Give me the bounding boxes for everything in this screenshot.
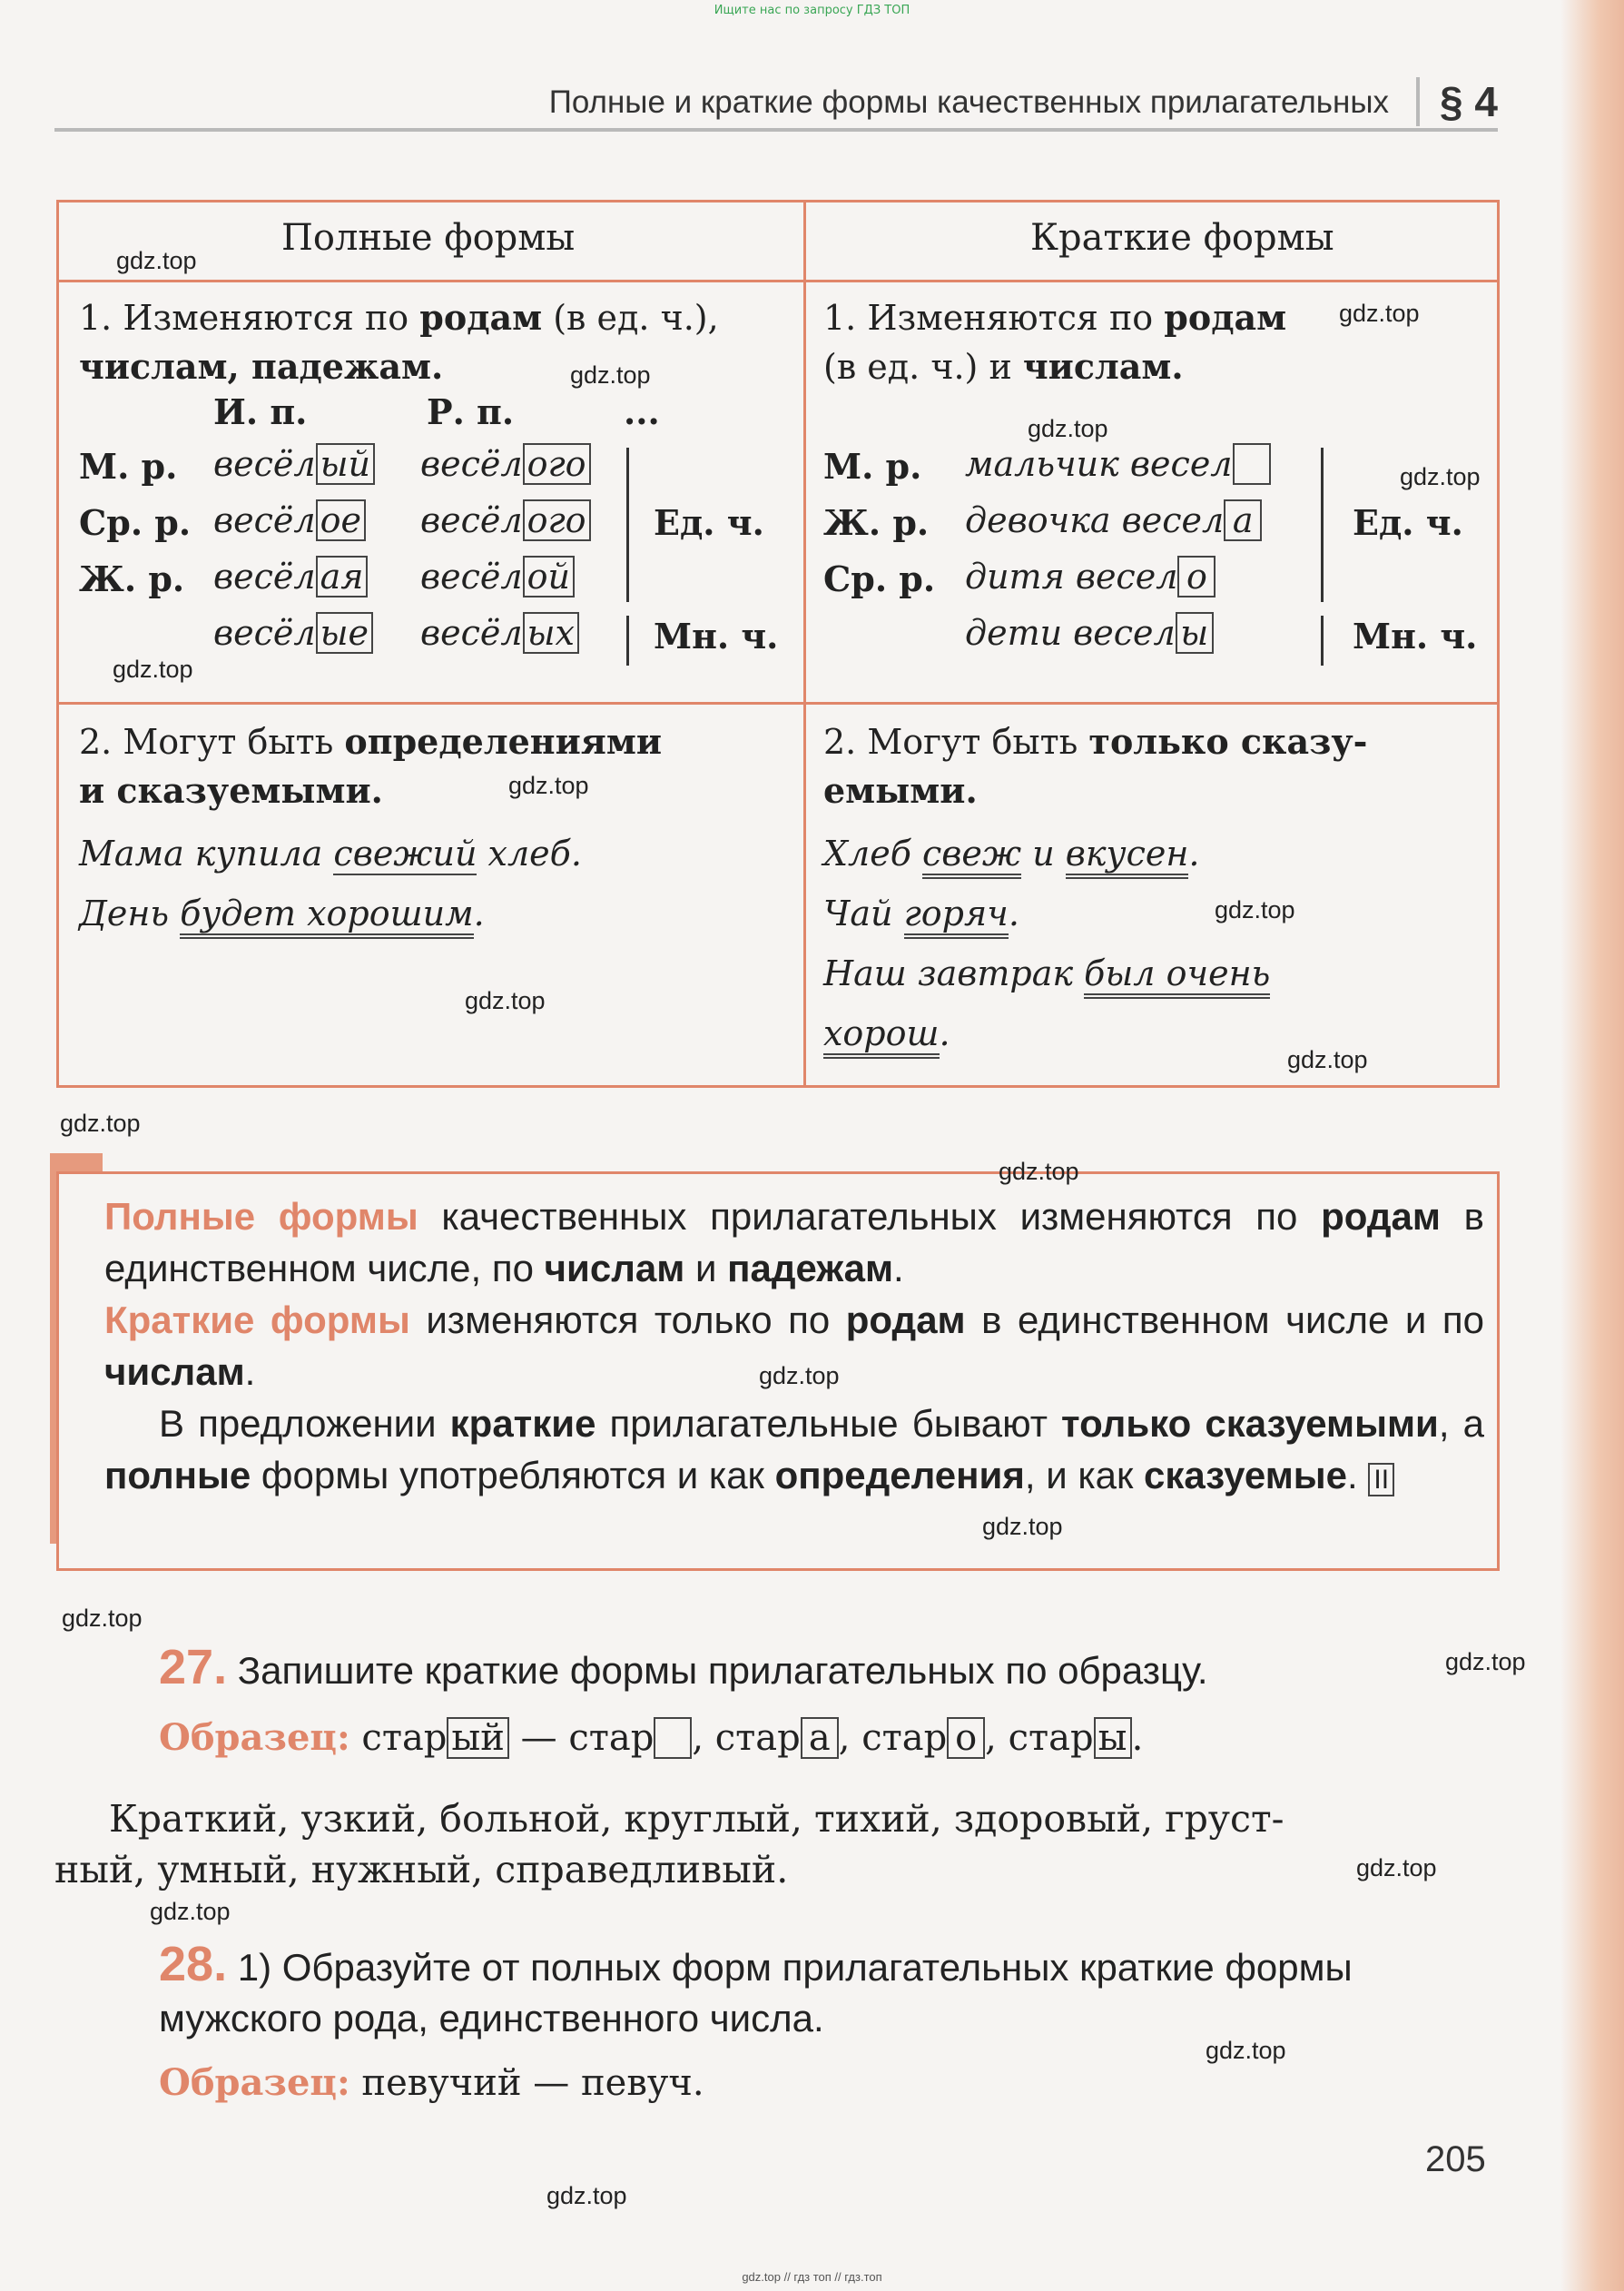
bracket-pl-short (1321, 616, 1324, 666)
full-sg-label: Ед. ч. (654, 502, 764, 543)
full-examples: Мама купила свежий хлеб. День будет хорошим. (79, 824, 796, 943)
form-pl-rod: весёл ых (420, 612, 579, 654)
bracket-sg-short (1321, 448, 1324, 602)
short-form-pl: дети весел ы (965, 612, 1214, 654)
exercise-27-sample: Образец: стар ый — стар , стар а , стар о , стар ы . (159, 1716, 1144, 1759)
watermark: gdz.top (1028, 415, 1108, 442)
watermark: gdz.top (116, 247, 197, 274)
short-gender-zh: Ж. р. (823, 502, 930, 543)
page-number: 205 (1425, 2139, 1486, 2179)
gender-zh: Ж. р. (79, 558, 185, 599)
form-zh-rod: весёл ой (420, 556, 575, 597)
watermark: gdz.top (150, 1898, 231, 1925)
short-rule-1: 1. Изменяются по родам (в ед. ч.) и числам. (823, 297, 1287, 387)
case-im: И. п. (213, 391, 308, 432)
case-more: ... (624, 391, 660, 432)
gender-sr: Ср. р. (79, 502, 192, 543)
rule-paragraph-3: В предложении краткие прилагательные бывают только сказуемыми, а полные формы употребляются и как определения, и как сказуемые. II (104, 1402, 1484, 1496)
form-sr-im: весёл ое (213, 499, 366, 541)
rule-paragraph-1: Полные формы качественных прилагательных изменяются по родам в единственном числе, по числам и падежам. (104, 1195, 1484, 1289)
watermark: gdz.top (1400, 463, 1481, 490)
exercise-27-number: 27. (159, 1640, 228, 1694)
rule-paragraph-2: Краткие формы изменяются только по родам в единственном числе и по числам. (104, 1299, 1484, 1393)
watermark: gdz.top (465, 987, 546, 1014)
col-full-heading: Полные формы (281, 217, 576, 259)
top-note: Ищите нас по запросу ГДЗ ТОП (714, 4, 910, 17)
short-examples: Хлеб свеж и вкусен. Чай горяч. Наш завтрак был очень хорош. (823, 824, 1477, 1063)
bottom-note: gdz.top // гдз топ // гдз.топ (742, 2270, 882, 2284)
exercise-28-number: 28. (159, 1937, 228, 1991)
exercise-27-words: Краткий, узкий, больной, круглый, тихий, здоровый, груст- ный, умный, нужный, справедливый. (54, 1797, 1284, 1891)
table-divider-header (59, 280, 1497, 282)
watermark: gdz.top (1287, 1046, 1368, 1073)
bracket-sg-full (626, 448, 629, 602)
form-zh-im: весёл ая (213, 556, 368, 597)
watermark: gdz.top (999, 1158, 1079, 1185)
watermark: gdz.top (1356, 1854, 1437, 1881)
case-rod: Р. п. (427, 391, 515, 432)
bracket-pl-full (626, 616, 629, 666)
full-rule-2: 2. Могут быть определениями и сказуемыми. (79, 721, 663, 811)
short-pl-label: Мн. ч. (1353, 616, 1478, 657)
header-title: Полные и краткие формы качественных прилагательных (548, 84, 1389, 120)
short-form-sr: дитя весел о (965, 556, 1216, 597)
level-icon: II (1368, 1463, 1394, 1496)
watermark: gdz.top (982, 1513, 1063, 1540)
watermark: gdz.top (759, 1362, 840, 1389)
short-gender-m: М. р. (823, 446, 922, 487)
watermark: gdz.top (1339, 300, 1420, 327)
short-rule-2: 2. Могут быть только сказу- емыми. (823, 721, 1368, 811)
forms-table (56, 200, 1500, 1088)
exercise-27-task: 27. Запишите краткие формы прилагательных по образцу. (159, 1640, 1208, 1694)
gender-m: М. р. (79, 446, 178, 487)
watermark: gdz.top (508, 772, 589, 799)
short-sg-label: Ед. ч. (1353, 502, 1463, 543)
table-divider-vertical (803, 202, 806, 1085)
watermark: gdz.top (1445, 1648, 1526, 1675)
form-m-im: весёл ый (213, 443, 375, 485)
watermark: gdz.top (1206, 2037, 1286, 2064)
col-short-heading: Краткие формы (1030, 217, 1334, 259)
short-form-zh: девочка весел а (965, 499, 1262, 541)
running-header (54, 77, 1498, 132)
watermark: gdz.top (1215, 896, 1295, 923)
short-gender-sr: Ср. р. (823, 558, 936, 599)
watermark: gdz.top (62, 1605, 143, 1632)
watermark: gdz.top (60, 1110, 141, 1137)
form-sr-rod: весёл ого (420, 499, 591, 541)
form-pl-im: весёл ые (213, 612, 373, 654)
exercise-28-task: 28. 1) Образуйте от полных форм прилагательных краткие формы мужского рода, единственного числа. (159, 1937, 1353, 2039)
short-form-m: мальчик весел (965, 443, 1271, 485)
exercise-28-sample: Образец: певучий — певуч. (159, 2061, 704, 2104)
watermark: gdz.top (546, 2182, 627, 2209)
section-number: § 4 (1416, 77, 1498, 126)
page-edge-shadow (1560, 0, 1624, 2291)
form-m-rod: весёл ого (420, 443, 591, 485)
watermark: gdz.top (570, 361, 651, 389)
watermark: gdz.top (113, 656, 193, 683)
full-pl-label: Мн. ч. (654, 616, 779, 657)
table-divider-row (59, 702, 1497, 705)
full-rule-1: 1. Изменяются по родам (в ед. ч.), числам, падежам. (79, 297, 719, 387)
